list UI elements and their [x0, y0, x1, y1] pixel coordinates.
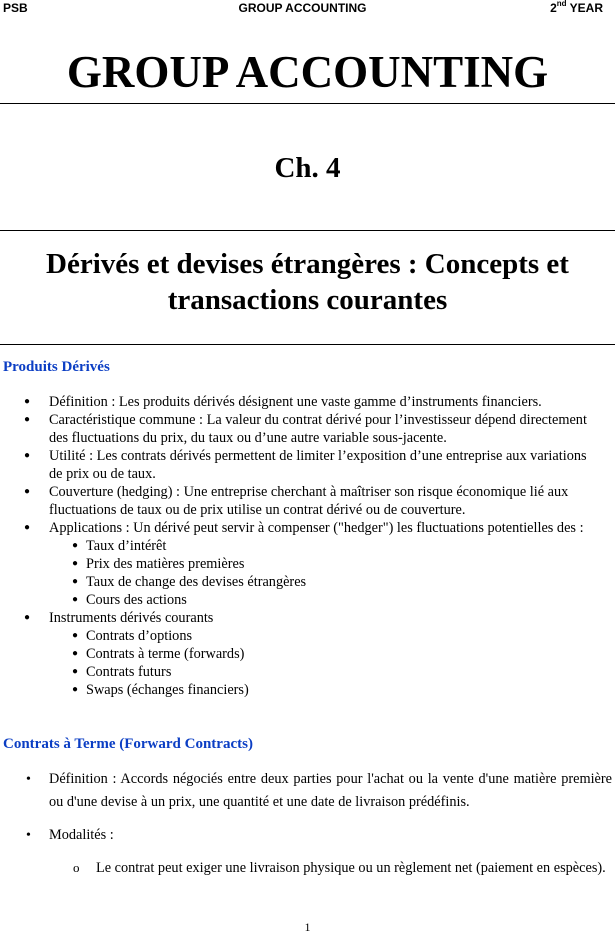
header-year-text: YEAR: [566, 1, 603, 15]
page-number: 1: [304, 920, 311, 934]
sub-list-item: ● Contrats d’options: [0, 627, 600, 645]
sub-list-item: o Le contrat peut exiger une livraison physique ou un règlement net (paiement en espèces).: [0, 857, 612, 880]
list-item: ● Couverture (hedging) : Une entreprise cherchant à maîtriser son risque économique lié aux fluctuations de taux ou de prix utilise un contrat dérivé ou de couverture.: [0, 483, 600, 519]
sub-list-item: ● Cours des actions: [0, 591, 600, 609]
sub-list-item: ● Contrats à terme (forwards): [0, 645, 600, 663]
header-year-sup: nd: [556, 0, 567, 8]
subtitle-line-1: Dérivés et devises étrangères : Concepts et: [46, 248, 569, 280]
chapter-heading: Ch. 4: [274, 152, 341, 184]
divider-2: [0, 230, 615, 231]
list-item: • Définition : Accords négociés entre deux parties pour l'achat ou la vente d'une matière première ou d'une devise à un prix, une quantité et une date de livraison prédéfinis.: [0, 768, 612, 814]
list-item: • Modalités :: [0, 824, 612, 847]
sub-list-item: ● Prix des matières premières: [0, 555, 600, 573]
subtitle-line-2: transactions courantes: [167, 284, 448, 316]
header-right: [550, 1, 603, 15]
divider-3: [0, 344, 615, 345]
section-title-contrats-a-terme: Contrats à Terme (Forward Contracts): [3, 736, 253, 752]
sub-list-item: ● Swaps (échanges financiers): [0, 681, 600, 699]
list-item: ● Définition : Les produits dérivés désignent une vaste gamme d’instruments financiers.: [0, 393, 600, 411]
produits-derives-list: [0, 393, 600, 699]
sub-list-item: ● Contrats futurs: [0, 663, 600, 681]
sub-list-item: ● Taux de change des devises étrangères: [0, 573, 600, 591]
page-header: [0, 0, 615, 16]
document-title: GROUP ACCOUNTING: [66, 47, 549, 97]
contrats-terme-list: [0, 768, 612, 880]
list-item: ● Utilité : Les contrats dérivés permettent de limiter l’exposition d’une entreprise aux variations de prix ou de taux.: [0, 447, 600, 483]
list-item: ● Applications : Un dérivé peut servir à compenser ("hedger") les fluctuations potentielles des :: [0, 519, 600, 537]
divider-1: [0, 103, 615, 104]
list-item: ● Caractéristique commune : La valeur du contrat dérivé pour l’investisseur dépend directement des fluctuations du prix, du taux ou d’une autre variable sous-jacente.: [0, 411, 600, 447]
sub-list-item: ● Taux d’intérêt: [0, 537, 600, 555]
header-year-num: 2: [550, 1, 557, 15]
list-item: ● Instruments dérivés courants: [0, 609, 600, 627]
header-center: GROUP ACCOUNTING: [238, 1, 367, 15]
chapter-subtitle: [0, 246, 615, 318]
header-left: PSB: [3, 1, 28, 15]
section-title-produits-derives: Produits Dérivés: [3, 359, 110, 375]
